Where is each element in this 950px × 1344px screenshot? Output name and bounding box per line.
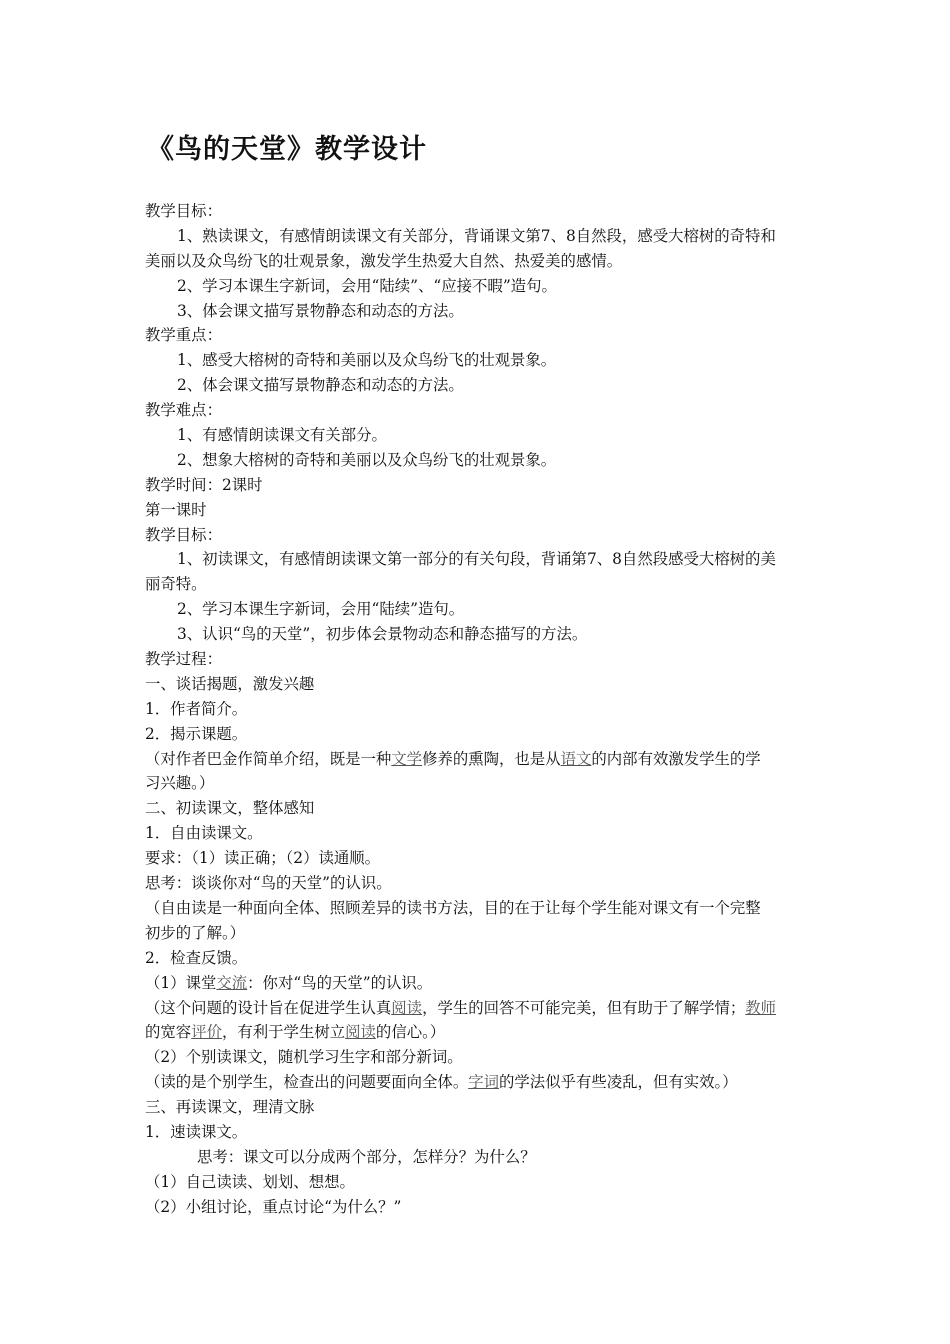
text-line: 2、学习本课生字新词，会用“陆续”造句。 — [177, 600, 465, 619]
keyword-link[interactable]: 教师 — [745, 998, 777, 1017]
text-line: 教学难点： — [145, 401, 222, 420]
text-line: 1、初读课文，有感情朗读课文第一部分的有关句段，背诵第7、8自然段感受大榕树的美 — [177, 550, 776, 569]
text-segment: （1）课堂 — [145, 973, 217, 992]
text-segment: （这个问题的设计旨在促进学生认真 — [145, 998, 392, 1017]
text-segment: 的学法似乎有些凌乱，但有实效。） — [499, 1073, 738, 1092]
text-line — [145, 747, 810, 772]
text-line: 教学时间：2课时 — [145, 475, 263, 494]
text-line: 2．揭示课题。 — [145, 724, 248, 743]
text-line — [145, 996, 810, 1021]
text-line — [145, 1070, 810, 1095]
text-line: 1、熟读课文，有感情朗读课文有关部分，背诵课文第7、8自然段，感受大榕树的奇特和 — [177, 226, 776, 245]
text-line: 3、体会课文描写景物静态和动态的方法。 — [177, 301, 464, 320]
text-line: 1．作者简介。 — [145, 699, 248, 718]
text-line: 思考：谈谈你对“鸟的天堂”的认识。 — [145, 874, 392, 893]
keyword-link[interactable]: 评价 — [191, 1023, 222, 1042]
text-line: 初步的了解。） — [145, 923, 246, 942]
text-line: 教学目标： — [145, 202, 222, 220]
text-line: 2．检查反馈。 — [145, 948, 248, 967]
text-line: （2）个别读课文，随机学习生字和部分新词。 — [145, 1048, 463, 1067]
text-line: 习兴趣。） — [145, 774, 215, 793]
text-line: 1、感受大榕树的奇特和美丽以及众鸟纷飞的壮观景象。 — [177, 351, 557, 370]
text-segment: （对作者巴金作简单介绍，既是一种 — [145, 749, 392, 768]
text-line: 2、体会课文描写景物静态和动态的方法。 — [177, 376, 464, 395]
keyword-link[interactable]: 交流 — [216, 973, 248, 992]
text-segment: ：你对“鸟的天堂”的认识。 — [247, 973, 433, 992]
text-line: 一、谈话揭题，激发兴趣 — [145, 674, 315, 693]
keyword-link[interactable]: 字词 — [468, 1073, 500, 1092]
text-line: 3、认识“鸟的天堂”，初步体会景物动态和静态描写的方法。 — [177, 625, 588, 644]
text-line: 1、有感情朗读课文有关部分。 — [177, 426, 387, 445]
text-line: 1．速读课文。 — [145, 1122, 248, 1141]
keyword-link[interactable]: 阅读 — [391, 998, 423, 1017]
text-line: （2）小组讨论，重点讨论“为什么？” — [145, 1197, 402, 1216]
text-line: 丽奇特。 — [145, 575, 207, 594]
text-line: 三、再读课文，理清文脉 — [145, 1098, 315, 1117]
text-line: 第一课时 — [145, 500, 207, 519]
text-line — [145, 1020, 810, 1045]
text-segment: 修养的熏陶，也是从 — [422, 749, 561, 768]
text-line: 思考：课文可以分成两个部分，怎样分？为什么？ — [197, 1147, 536, 1166]
text-line: （1）自己读读、划划、想想。 — [145, 1172, 355, 1191]
text-line: （自由读是一种面向全体、照顾差异的读书方法，目的在于让每个学生能对课文有一个完整 — [145, 898, 761, 917]
keyword-link[interactable]: 文学 — [391, 749, 423, 768]
text-segment: （读的是个别学生，检查出的问题要面向全体。 — [145, 1073, 469, 1092]
text-line: 2、想象大榕树的奇特和美丽以及众鸟纷飞的壮观景象。 — [177, 450, 557, 469]
text-line: 教学目标： — [145, 525, 222, 544]
keyword-link[interactable]: 阅读 — [345, 1023, 376, 1042]
text-line: 教学重点： — [145, 326, 222, 345]
text-segment: ，学生的回答不可能完美，但有助于了解学情； — [422, 998, 746, 1017]
text-line — [145, 971, 810, 996]
text-segment: 的宽容 — [145, 1023, 192, 1042]
text-line: 1．自由读课文。 — [145, 824, 263, 843]
document-body — [145, 199, 810, 1220]
text-segment: ，有利于学生树立 — [221, 1023, 346, 1042]
page-title: 《鸟的天堂》教学设计 — [147, 134, 427, 165]
text-segment: 的内部有效激发学生的学 — [591, 749, 761, 768]
text-line: 要求：（1）读正确；（2）读通顺。 — [145, 849, 381, 868]
text-line: 美丽以及众鸟纷飞的壮观景象，激发学生热爱大自然、热爱美的感情。 — [145, 251, 623, 270]
text-line: 二、初读课文，整体感知 — [145, 799, 315, 818]
text-line: 教学过程： — [145, 650, 222, 669]
text-line: 2、学习本课生字新词，会用“陆续”、“应接不暇”造句。 — [177, 276, 557, 295]
text-segment: 的信心。） — [375, 1023, 446, 1042]
keyword-link[interactable]: 语文 — [560, 749, 592, 768]
